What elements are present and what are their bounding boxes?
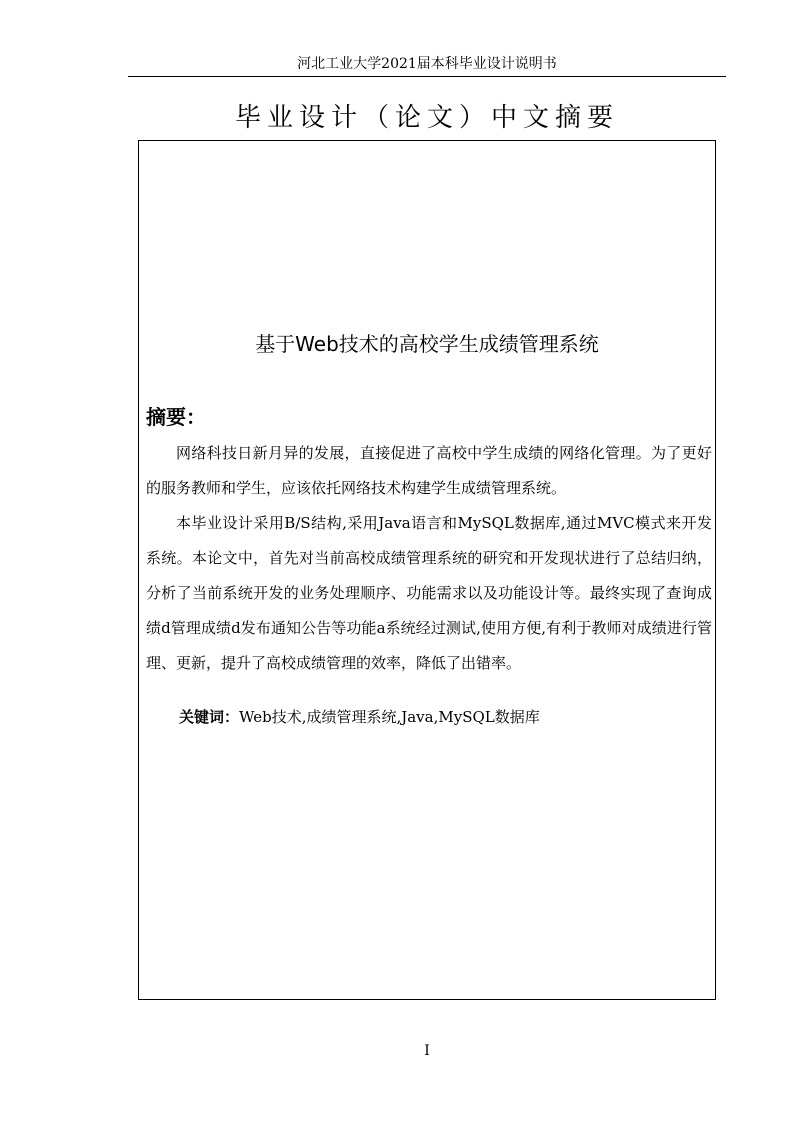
abstract-paragraph: 本毕业设计采用B/S结构,采用Java语言和MySQL数据库,通过MVC模式来开发系统。本论文中，首先对当前高校成绩管理系统的研究和开发现状进行了总结归纳，分析了当前系统开发的业务处理顺序、功能需求以及功能设计等。最终实现了查询成绩d管理成绩d发布通知公告等功能a系统经过测试,使用方便,有利于教师对成绩进行管理、更新，提升了高校成绩管理的效率，降低了出错率。 <box>146 514 712 672</box>
abstract-paragraph: 网络科技日新月异的发展，直接促进了高校中学生成绩的网络化管理。为了更好的服务教师和学生，应该依托网络技术构建学生成绩管理系统。 <box>146 444 712 497</box>
keywords-label: 关键词： <box>179 708 240 726</box>
header-rule <box>128 76 726 77</box>
abstract-body <box>146 436 712 681</box>
keywords-line <box>179 701 699 733</box>
keywords-value: Web技术,成绩管理系统,Java,MySQL数据库 <box>239 708 540 726</box>
page-title: 毕业设计（论文）中文摘要 <box>234 103 619 133</box>
running-header: 河北工业大学2021届本科毕业设计说明书 <box>297 56 557 72</box>
page-number: I <box>424 1043 430 1059</box>
abstract-label: 摘要： <box>146 405 206 429</box>
abstract-frame <box>138 140 716 1000</box>
thesis-title: 基于Web技术的高校学生成绩管理系统 <box>255 332 599 356</box>
